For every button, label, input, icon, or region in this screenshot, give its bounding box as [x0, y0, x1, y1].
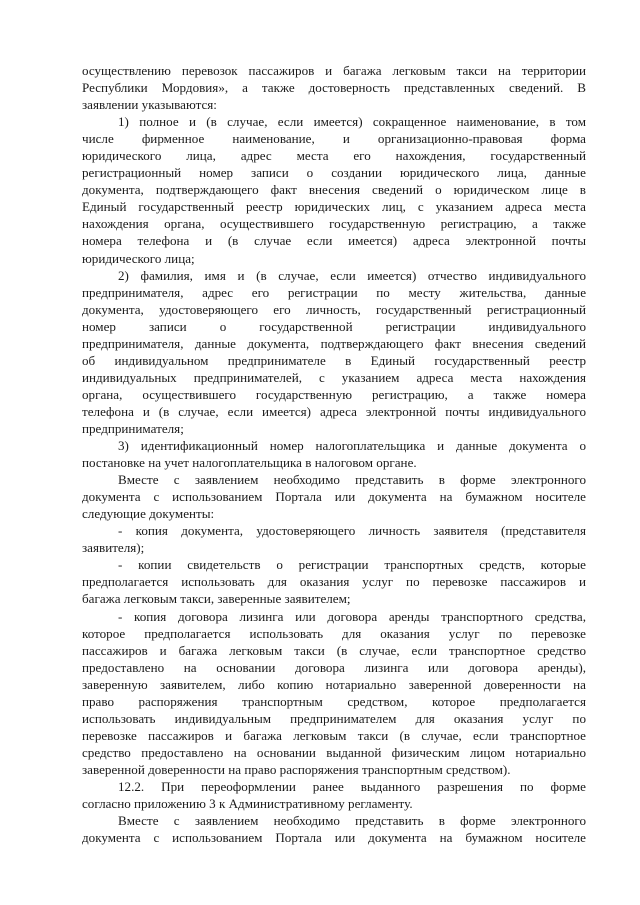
text-line: право распоряжения транспортным средством, которое предполагается — [82, 693, 586, 709]
text-line: пассажиров и багажа легковым такси (в случае, если транспортное средство — [82, 642, 586, 658]
text-line: согласно приложению 3 к Административному регламенту. — [82, 796, 413, 812]
text-line: индивидуальных предпринимателей, с указанием адреса места нахождения — [82, 369, 586, 385]
text-line: перевозке пассажиров и багажа легковым такси (в случае, если транспортное — [82, 727, 586, 743]
item-3-paragraph — [82, 437, 586, 471]
text-line: Вместе с заявлением необходимо представить в форме электронного — [118, 813, 586, 829]
text-line: 2) фамилия, имя и (в случае, если имеется) отчество индивидуального — [118, 267, 586, 283]
text-line: использовать индивидуальным предпринимателем для оказания услуг по — [82, 710, 586, 726]
text-line: 12.2. При переоформлении ранее выданного разрешения по форме — [118, 778, 586, 794]
text-line: средство предоставлено на основании выданной физическим лицом нотариально — [82, 744, 586, 760]
text-line: 1) полное и (в случае, если имеется) сокращенное наименование, в том — [118, 114, 586, 130]
text-line: заверенную заявителем, либо копию нотариально заверенной доверенности на — [82, 676, 586, 692]
text-line: следующие документы: — [82, 506, 215, 522]
text-line: об индивидуальном предпринимателе в Единый государственный реестр — [82, 352, 586, 368]
text-line: документа с использованием Портала или документа на бумажном носителе — [82, 830, 586, 846]
text-line: номер записи о государственной регистрации индивидуального — [82, 318, 586, 334]
text-line: документа, удостоверяющего его личность, государственный регистрационный — [82, 301, 586, 317]
doc-2-paragraph — [82, 556, 586, 607]
text-line: предпринимателя, данные документа, подтверждающего факт внесения сведений — [82, 335, 586, 351]
text-line: юридического лица; — [82, 250, 195, 266]
text-line: 3) идентификационный номер налогоплательщика и данные документа о — [118, 438, 586, 454]
text-line: документа, подтверждающего факт внесения сведений о юридическом лице в — [82, 182, 586, 198]
text-line: предполагается использовать для оказания услуг по перевозке пассажиров и — [82, 574, 586, 590]
text-line: предоставлено на основании договора лизинга или договора аренды), — [82, 659, 586, 675]
doc-1-paragraph — [82, 522, 586, 556]
text-line: Республики Мордовия», а также достоверность представленных сведений. В — [82, 80, 586, 96]
text-line: предпринимателя, адрес его регистрации по месту жительства, данные — [82, 284, 586, 300]
text-line: заявителя); — [82, 540, 145, 556]
text-line: предпринимателя; — [82, 420, 184, 436]
item-1-paragraph — [82, 113, 586, 266]
text-line: Единый государственный реестр юридических лиц, с указанием адреса места — [82, 199, 586, 215]
text-line: телефона и (в случае, если имеется) адреса электронной почты индивидуального — [82, 403, 586, 419]
documents-intro-paragraph — [82, 471, 586, 522]
text-line: заверенной доверенности на право распоряжения транспортным средством). — [82, 761, 511, 777]
closing-paragraph — [82, 812, 586, 846]
text-line: органа, осуществившего государственную регистрацию, а также номера — [82, 386, 586, 402]
text-line: числе фирменное наименование, и организационно-правовая форма — [82, 131, 586, 147]
text-line: заявлении указываются: — [82, 97, 217, 113]
text-line: - копия документа, удостоверяющего личность заявителя (представителя — [118, 523, 586, 539]
text-line: юридического лица, адрес места его нахождения, государственный — [82, 148, 586, 164]
text-line: Вместе с заявлением необходимо представить в форме электронного — [118, 472, 586, 488]
text-line: которое предполагается использовать для оказания услуг по перевозке — [82, 625, 586, 641]
text-line: регистрационный номер записи о создании юридического лица, данные — [82, 165, 586, 181]
section-12-2-paragraph — [82, 778, 586, 812]
text-line: документа с использованием Портала или документа на бумажном носителе — [82, 489, 586, 505]
text-line: - копии свидетельств о регистрации транспортных средств, которые — [118, 557, 586, 573]
text-line: номера телефона и (в случае если имеется) адреса электронной почты — [82, 233, 586, 249]
document-page — [82, 62, 586, 846]
text-line: постановке на учет налогоплательщика в налоговом органе. — [82, 455, 417, 471]
item-2-paragraph — [82, 267, 586, 437]
text-line: осуществлению перевозок пассажиров и багажа легковым такси на территории — [82, 63, 586, 78]
text-line: багажа легковым такси, заверенные заявителем; — [82, 591, 351, 607]
text-line: нахождения органа, осуществившего государственную регистрацию, а также — [82, 216, 586, 232]
doc-3-paragraph — [82, 608, 586, 778]
text-line: - копия договора лизинга или договора аренды транспортного средства, — [118, 608, 586, 624]
intro-paragraph — [82, 62, 586, 113]
